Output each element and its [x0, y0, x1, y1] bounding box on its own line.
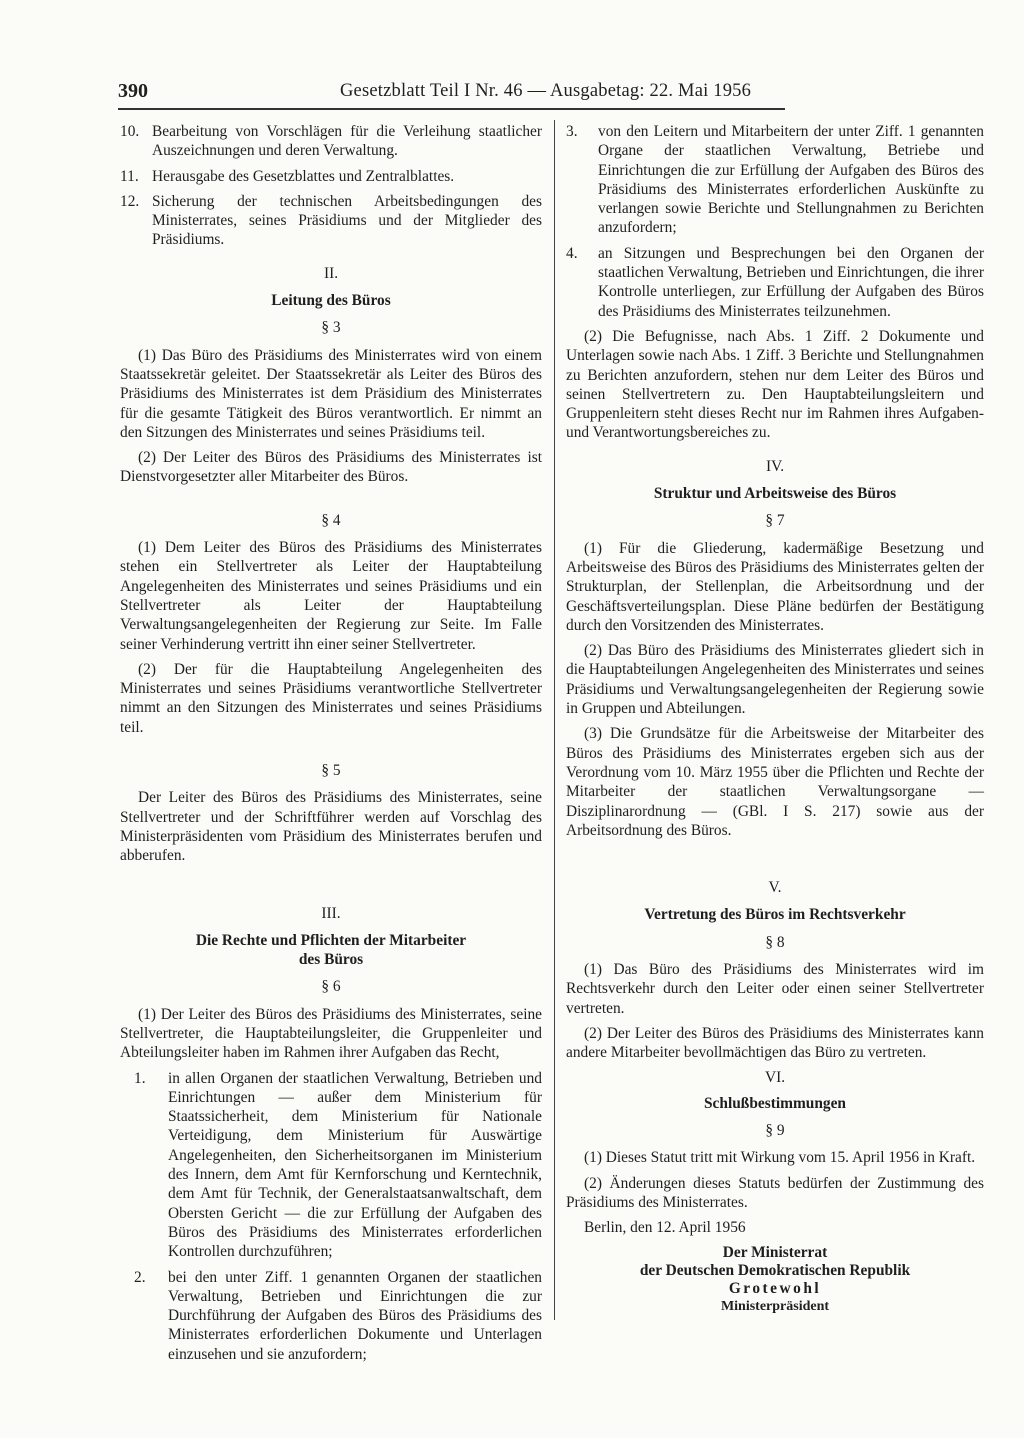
section-heading: Die Rechte und Pflichten der Mitarbeiter — [195, 931, 467, 949]
signatory-body: Der Ministerrat — [722, 1243, 828, 1261]
signatory-name: Grotewohl — [728, 1279, 822, 1297]
section-heading: Vertretung des Büros im Rechtsverkehr — [644, 906, 906, 924]
section-heading: Leitung des Büros — [271, 292, 391, 310]
section-number: III. — [321, 904, 341, 922]
paragraph-heading: § 7 — [765, 512, 785, 530]
column-divider — [554, 120, 555, 1320]
section-number: IV. — [765, 457, 785, 475]
paragraph-text: (2) Das Büro des Präsidiums des Ministerrates gliedert sich in die Hauptabteilungen Angelegenheiten des Ministerrates und seines Präsidiums und Verwaltungsangelegenheiten der Regierung sowie in Gruppen und Abteilungen. — [566, 642, 984, 718]
item-number: 2. — [134, 1268, 146, 1286]
signatory-body-cont: der Deutschen Demokratischen Republik — [639, 1261, 911, 1279]
paragraph-text: (1) Das Büro des Präsidiums des Ministerrates wird im Rechtsverkehr durch den Leiter oder einen seiner Stellvertreter vertreten. — [566, 960, 984, 1017]
paragraph-text: Der Leiter des Büros des Präsidiums des Ministerrates, seine Stellvertreter und der Schriftführer werden auf Vorschlag des Ministerpräsidenten vom Präsidium des Ministerrates berufen und abberufen. — [120, 789, 542, 865]
paragraph-heading: § 8 — [765, 933, 785, 951]
item-number: 10. — [120, 123, 140, 140]
spacer — [120, 743, 542, 761]
item-text: Bearbeitung von Vorschlägen für die Verleihung staatlicher Auszeichnungen und deren Verwaltung. — [152, 123, 542, 160]
paragraph-text: (2) Der für die Hauptabteilung Angelegenheiten des Ministerrates und seines Präsidiums verantwortliche Stellvertreter nimmt an den Sitzungen des Ministerrates und seines Präsidiums teil. — [120, 660, 542, 736]
item-number: 11. — [120, 167, 139, 185]
section-number: VI. — [764, 1069, 786, 1087]
spacer — [566, 846, 984, 864]
paragraph-text: (1) Das Büro des Präsidiums des Ministerrates wird von einem Staatssekretär geleitet. Der Staatssekretär als Leiter des Büros des Präsidiums des Ministerrates ist dem Präsidium des Ministerrates für die gesamte Tätigkeit des Büros verantwortlich. Er nimmt an den Sitzungen des Ministerrates und seines Präsidiums teil. — [120, 346, 542, 441]
section-heading: Schlußbestimmungen — [704, 1094, 846, 1112]
paragraph-heading: § 3 — [321, 319, 341, 337]
list-item — [134, 1069, 542, 1262]
page-header — [118, 80, 788, 106]
item-number: 12. — [120, 192, 140, 210]
paragraph-heading: § 4 — [321, 511, 341, 529]
section-heading: Struktur und Arbeitsweise des Büros — [653, 485, 897, 503]
list-item — [120, 167, 542, 186]
paragraph-text: (2) Änderungen dieses Statuts bedürfen der Zustimmung des Präsidiums des Ministerrates. — [566, 1174, 984, 1211]
paragraph-text: (1) Der Leiter des Büros des Präsidiums des Ministerrates, seine Stellvertreter, die Hauptabteilungsleiter, die Gruppenleiter und Abteilungsleiter haben im Rahmen ihrer Aufgaben das Recht, — [120, 1005, 542, 1062]
place-date: Berlin, den 12. April 1956 — [584, 1219, 746, 1237]
signatory-title: Ministerpräsident — [720, 1298, 830, 1314]
paragraph-text: (1) Dieses Statut tritt mit Wirkung vom 15. April 1956 in Kraft. — [584, 1149, 976, 1167]
paragraph-text: (1) Dem Leiter des Büros des Präsidiums des Ministerrates stehen ein Stellvertreter als Leiter der Hauptabteilung Angelegenheiten des Ministerrates und seines Präsidiums und ein Stellvertreter als Leiter der Hauptabteilung Verwaltungsangelegenheiten der Regierung zur Seite. Im Falle seiner Verhinderung vertritt ihn einer seiner Stellvertreter. — [120, 539, 542, 653]
spacer — [120, 493, 542, 511]
header-rule — [118, 108, 785, 110]
header-title: Gesetzblatt Teil I Nr. 46 — Ausgabetag: 22. Mai 1956 — [340, 81, 752, 101]
section-heading-cont: des Büros — [298, 951, 364, 969]
section-number: V. — [768, 879, 782, 897]
right-column — [566, 122, 984, 1316]
item-text: bei den unter Ziff. 1 genannten Organen der staatlichen Verwaltung, Betrieben und Einrichtungen die zur Durchführung der Aufgaben des Büros des Präsidiums des Ministerrates erforderlichen Dokumente und Unterlagen einzusehen und sie anzufordern; — [168, 1268, 542, 1363]
left-column — [120, 122, 542, 1370]
page-number: 390 — [118, 80, 148, 102]
item-text: von den Leitern und Mitarbeitern der unter Ziff. 1 genannten Organe der staatlichen Verwaltung, Betriebe und Einrichtungen die zur Erfüllung der Aufgaben des Büros des Präsidiums des Ministerrates erforderlichen Auskünfte zu verlangen sowie Berichte und Stellungnahmen zu Berichten anzufordern; — [598, 123, 984, 237]
list-item — [134, 1268, 542, 1364]
paragraph-heading: § 9 — [765, 1122, 785, 1140]
paragraph-text: (3) Die Grundsätze für die Arbeitsweise der Mitarbeiter des Büros des Präsidiums des Ministerrates ergeben sich aus der Verordnung vom 10. März 1955 über die Pflichten und Rechte der Mitarbeiter der staatlichen Verwaltungsorgane — Disziplinarordnung — (GBl. I S. 217) sowie aus der Arbeitsordnung des Büros. — [566, 725, 984, 839]
item-number: 3. — [566, 123, 578, 140]
paragraph-text: (1) Für die Gliederung, kadermäßige Besetzung und Arbeitsweise des Büros des Präsidiums des Ministerrates gelten der Strukturplan, der Stellenplan, die Arbeitsordnung und der Geschäftsverteilungsplan. Diese Pläne bedürfen der Bestätigung durch den Vorsitzenden des Ministerrates. — [566, 539, 984, 634]
item-number: 1. — [134, 1069, 146, 1087]
list-item — [120, 192, 542, 250]
item-text: in allen Organen der staatlichen Verwaltung, Betrieben und Einrichtungen — außer dem Ministerium für Staatssicherheit, dem Ministerium für Nationale Verteidigung, dem Ministerium für Auswärtige Angelegenheiten, den Sicherheitsorganen im Ministerium des Innern, dem Amt für Kernforschung und Kerntechnik, dem Amt für Technik, der Generalstaatsanwaltschaft, dem Obersten Gericht — die zur Erfüllung der Aufgaben des Büros des Präsidiums des Ministerrates erforderlichen Kontrollen durchzuführen; — [168, 1069, 542, 1261]
section-number: II. — [323, 264, 339, 282]
paragraph-text: (2) Die Befugnisse, nach Abs. 1 Ziff. 2 Dokumente und Unterlagen sowie nach Abs. 1 Ziff. 3 Berichte und Stellungnahmen zu Berichten anzufordern, stehen nur dem Leiter des Büros und seinen Stellvertretern zu. Den Hauptabteilungsleitern und Gruppenleitern steht dieses Recht nur im Rahmen ihres Aufgaben- und Verantwortungsbereiches zu. — [566, 327, 984, 442]
paragraph-text: (2) Der Leiter des Büros des Präsidiums des Ministerrates ist Dienstvorgesetzter aller Mitarbeiter des Büros. — [120, 449, 542, 486]
list-item — [566, 244, 984, 321]
paragraph-heading: § 6 — [321, 978, 341, 996]
item-text: Herausgabe des Gesetzblattes und Zentralblattes. — [152, 167, 455, 185]
list-item — [566, 122, 984, 238]
item-text: Sicherung der technischen Arbeitsbedingungen des Ministerrates, seines Präsidiums und der Mitglieder des Präsidiums. — [152, 192, 542, 249]
item-text: an Sitzungen und Besprechungen bei den Organen der staatlichen Verwaltung, Betrieben und Einrichtungen, die ihrer Kontrolle unterliegen, zur Erfüllung der Aufgaben des Büros des Präsidiums des Ministerrates teilzunehmen. — [598, 244, 984, 320]
paragraph-text: (2) Der Leiter des Büros des Präsidiums des Ministerrates kann andere Mitarbeiter bevollmächtigen das Büro zu vertreten. — [566, 1024, 984, 1062]
item-number: 4. — [566, 244, 578, 262]
spacer — [120, 872, 542, 890]
list-item — [120, 122, 542, 161]
paragraph-heading: § 5 — [321, 762, 341, 780]
